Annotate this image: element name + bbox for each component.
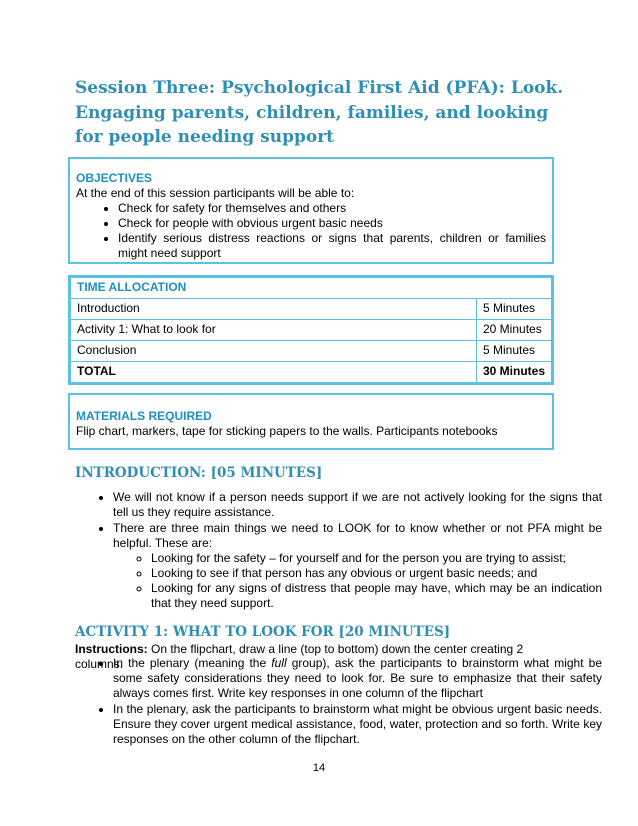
materials-heading: MATERIALS REQUIRED: [76, 409, 212, 423]
time-allocation-box: [68, 275, 554, 385]
instructions-text: On the flipchart, draw a line (top to bottom) down the center creating 2 columns.: [75, 642, 524, 671]
table-row: [71, 299, 552, 320]
introduction-heading: INTRODUCTION: [05 MINUTES]: [75, 465, 323, 481]
session-title: Session Three: Psychological First Aid (PFA): Look. Engaging parents, children, families, and looking for people needing support: [75, 78, 564, 147]
list-item: [113, 656, 602, 701]
total-label-cell: TOTAL: [71, 362, 477, 383]
table-total-row: [71, 362, 552, 383]
sub-list-item: ◦ Looking to see if that person has any obvious or urgent basic needs; and: [151, 566, 602, 581]
objectives-intro: At the end of this session participants will be able to:: [76, 186, 355, 200]
materials-box: [68, 393, 554, 450]
introduction-sublist: [113, 551, 602, 611]
minutes-cell: 5 Minutes: [477, 341, 552, 362]
list-item-text: In the plenary (meaning the: [113, 656, 272, 670]
minutes-cell: 5 Minutes: [477, 299, 552, 320]
sub-list-item: ◦ Looking for the safety – for yourself and for the person you are trying to assist;: [151, 551, 602, 566]
list-item: [113, 521, 602, 611]
time-allocation-table: [70, 277, 552, 383]
list-item-text: There are three main things we need to LOOK for to know whether or not PFA might be helpful. These are:: [113, 521, 602, 550]
objective-item: • Check for people with obvious urgent basic needs: [118, 216, 546, 231]
introduction-list: [75, 490, 602, 612]
objectives-box: [68, 157, 554, 264]
list-item: • In the plenary, ask the participants to brainstorm what might be obvious urgent basic needs. Ensure they cover urgent medical assistance, food, water, protection and so forth. Write key responses on the other column of the flipchart.: [113, 702, 602, 747]
table-header-row: [71, 278, 552, 299]
instructions-label: Instructions:: [75, 642, 148, 656]
activity-list: [75, 656, 602, 748]
page-number: 14: [312, 762, 326, 774]
objective-item: • Identify serious distress reactions or signs that parents, children or families might need support: [118, 231, 546, 261]
table-row: [71, 320, 552, 341]
list-item: • We will not know if a person needs support if we are not actively looking for the signs that tell us they require assistance.: [113, 490, 602, 520]
activity-cell: Activity 1: What to look for: [71, 320, 477, 341]
total-minutes-cell: 30 Minutes: [477, 362, 552, 383]
activity-cell: Conclusion: [71, 341, 477, 362]
objectives-list: [76, 201, 546, 261]
materials-text: Flip chart, markers, tape for sticking papers to the walls. Participants notebooks: [76, 424, 498, 438]
activity-heading: ACTIVITY 1: WHAT TO LOOK FOR [20 MINUTES]: [75, 624, 451, 640]
table-row: [71, 341, 552, 362]
emphasis-text: full: [271, 656, 287, 670]
objectives-heading: OBJECTIVES: [76, 171, 153, 185]
activity-cell: Introduction: [71, 299, 477, 320]
list-item-text: group), ask the participants to brainstorm what might be some safety considerations they need to look for. Be sure to emphasize that their safety always comes first. Write key responses in one column of the flipchart: [113, 656, 602, 700]
objective-item: • Check for safety for themselves and others: [118, 201, 546, 216]
minutes-cell: 20 Minutes: [477, 320, 552, 341]
sub-list-item: ◦ Looking for any signs of distress that people may have, which may be an indication that they need support.: [151, 581, 602, 611]
time-allocation-heading: TIME ALLOCATION: [71, 278, 552, 299]
